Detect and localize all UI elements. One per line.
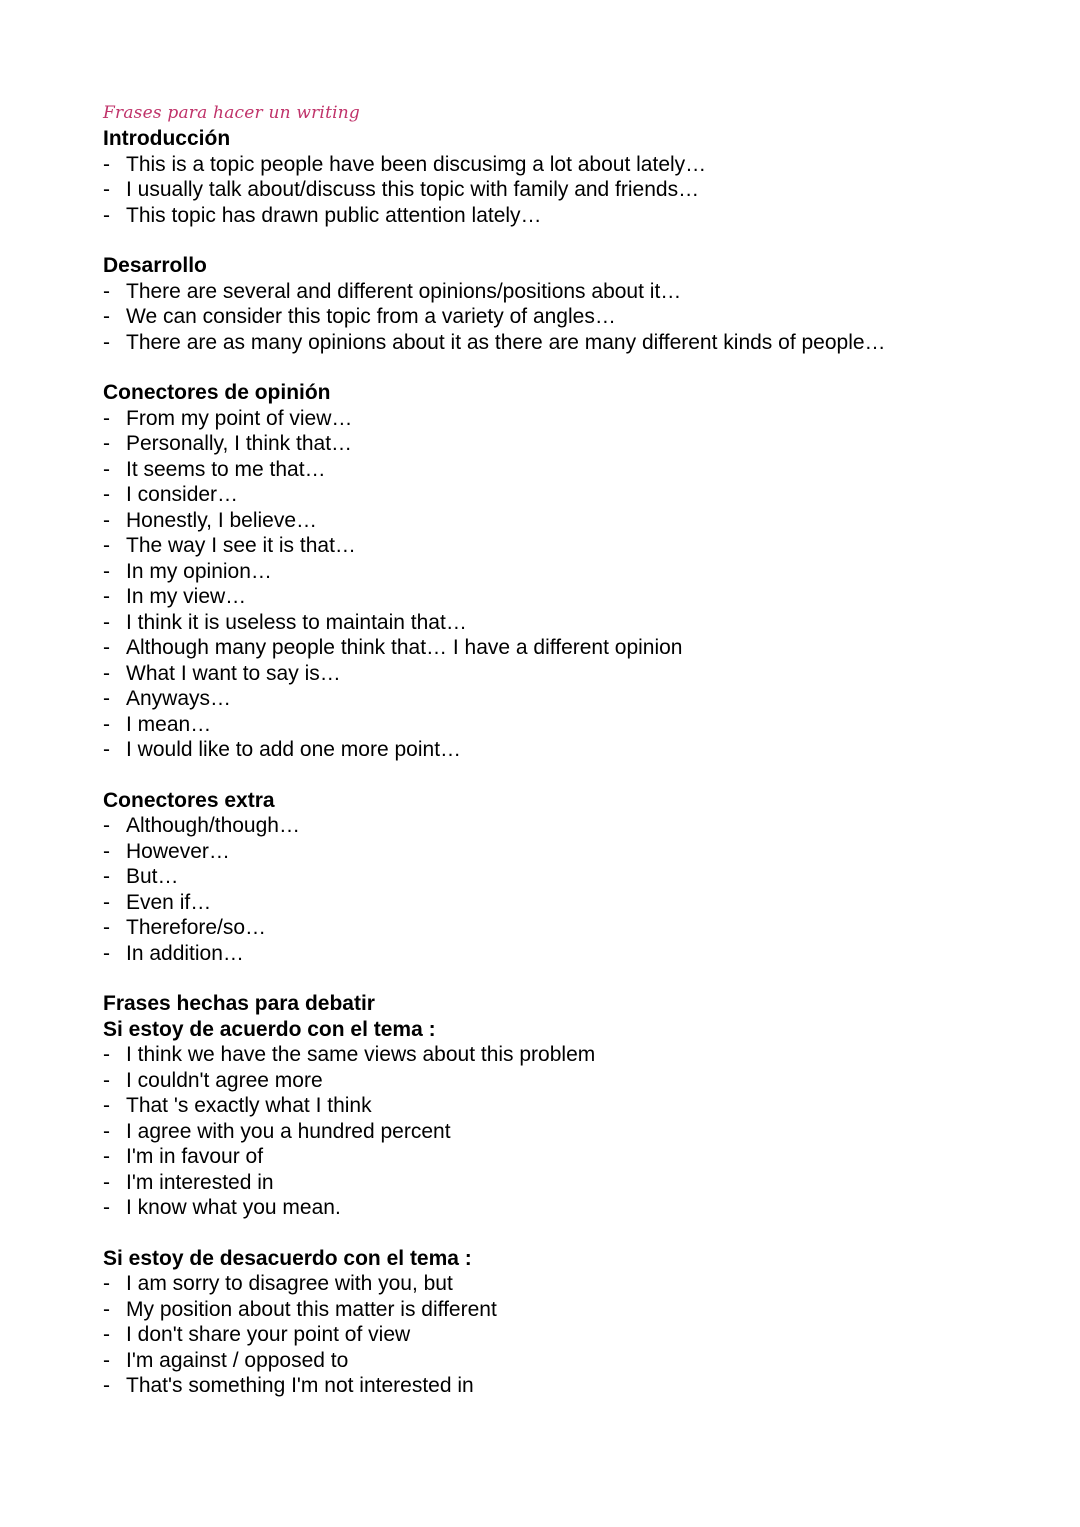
list-item [103,279,1033,305]
list-item-text: However… [126,839,230,863]
list-item [103,712,1033,738]
bullet-list [103,1042,1033,1221]
dash-bullet-icon: - [103,839,110,863]
section [103,253,1033,355]
list-item-text: Anyways… [126,687,232,710]
dash-bullet-icon: - [103,661,110,685]
dash-bullet-icon: - [103,1297,110,1321]
list-item-text: That 's exactly what I think [126,1094,372,1117]
list-item [103,1093,1033,1119]
list-item-text: I don't share your point of view [126,1323,411,1346]
section-heading: Conectores extra [103,788,275,812]
list-item [103,152,1033,178]
dash-bullet-icon: - [103,305,110,328]
dash-bullet-icon: - [103,1043,110,1066]
list-item [103,431,1033,457]
list-item [103,559,1033,585]
list-item [103,839,1033,865]
dash-bullet-icon: - [103,941,110,965]
dash-bullet-icon: - [103,712,110,736]
list-item [103,686,1033,712]
list-item-text: I'm in favour of [126,1145,264,1168]
dash-bullet-icon: - [103,483,110,506]
section [103,991,1033,1221]
dash-bullet-icon: - [103,1145,110,1168]
list-item [103,635,1033,661]
list-item-text: My position about this matter is different [126,1297,497,1321]
list-item [103,304,1033,330]
dash-bullet-icon: - [103,559,110,583]
dash-bullet-icon: - [103,406,110,430]
list-item [103,457,1033,483]
list-item-text: Therefore/so… [126,916,267,939]
dash-bullet-icon: - [103,738,110,761]
list-item-text: In my view… [126,585,247,608]
dash-bullet-icon: - [103,916,110,939]
dash-bullet-icon: - [103,457,110,481]
dash-bullet-icon: - [103,1170,110,1194]
list-item-text: This is a topic people have been discusimg a lot about lately… [126,152,707,176]
list-item [103,1297,1033,1323]
list-item [103,1195,1033,1221]
dash-bullet-icon: - [103,508,110,532]
list-item-text: That's something I'm not interested in [126,1374,474,1397]
list-item-text: What I want to say is… [126,661,341,685]
list-item [103,941,1033,967]
list-item [103,890,1033,916]
list-item [103,1322,1033,1348]
list-item-text: It seems to me that… [126,457,326,481]
list-item-text: There are as many opinions about it as there are many different kinds of people… [126,330,886,354]
list-item-text: I couldn't agree more [126,1068,323,1092]
list-item-text: Although/though… [126,814,300,837]
list-item-text: I would like to add one more point… [126,738,462,761]
document-title: Frases para hacer un writing [103,103,360,123]
list-item [103,1373,1033,1399]
bullet-list [103,406,1033,763]
list-item-text: I think we have the same views about this problem [126,1043,596,1066]
section-heading: Desarrollo [103,254,207,277]
list-item-text: I am sorry to disagree with you, but [126,1272,453,1295]
list-item-text: Even if… [126,890,212,914]
dash-bullet-icon: - [103,636,110,659]
dash-bullet-icon: - [103,890,110,914]
document-page [103,100,1033,1399]
list-item [103,584,1033,610]
list-item-text: I'm interested in [126,1170,274,1194]
bullet-list [103,1271,1033,1399]
dash-bullet-icon: - [103,1323,110,1346]
list-item [103,177,1033,203]
dash-bullet-icon: - [103,1374,110,1397]
dash-bullet-icon: - [103,279,110,303]
dash-bullet-icon: - [103,534,110,557]
dash-bullet-icon: - [103,1348,110,1372]
dash-bullet-icon: - [103,1196,110,1219]
section-heading: Si estoy de acuerdo con el tema : [103,1017,436,1041]
dash-bullet-icon: - [103,1094,110,1117]
dash-bullet-icon: - [103,432,110,455]
list-item [103,533,1033,559]
list-item [103,482,1033,508]
list-item [103,203,1033,229]
dash-bullet-icon: - [103,178,110,201]
list-item-text: But… [126,865,179,888]
list-item-text: Although many people think that… I have a different opinion [126,636,683,659]
list-item-text: I think it is useless to maintain that… [126,610,467,634]
list-item [103,330,1033,356]
list-item-text: I agree with you a hundred percent [126,1119,451,1143]
list-item-text: I'm against / opposed to [126,1348,349,1372]
section [103,380,1033,763]
dash-bullet-icon: - [103,610,110,634]
dash-bullet-icon: - [103,865,110,888]
sections-container [103,126,1033,1399]
list-item [103,1271,1033,1297]
list-item [103,1068,1033,1094]
section-heading: Conectores de opinión [103,381,331,404]
list-item-text: In my opinion… [126,559,272,583]
list-item-text: The way I see it is that… [126,534,356,557]
dash-bullet-icon: - [103,330,110,354]
section [103,1246,1033,1399]
list-item [103,864,1033,890]
list-item-text: We can consider this topic from a variety of angles… [126,305,616,328]
list-item [103,1042,1033,1068]
list-item [103,813,1033,839]
list-item [103,1144,1033,1170]
list-item [103,1170,1033,1196]
list-item-text: I usually talk about/discuss this topic with family and friends… [126,178,700,201]
dash-bullet-icon: - [103,1119,110,1143]
section-heading: Introducción [103,127,231,150]
list-item-text: In addition… [126,941,244,965]
list-item-text: Personally, I think that… [126,432,353,455]
list-item [103,508,1033,534]
list-item [103,1119,1033,1145]
list-item-text: I know what you mean. [126,1196,341,1219]
list-item-text: This topic has drawn public attention lately… [126,203,542,227]
list-item-text: I consider… [126,483,239,506]
section [103,126,1033,228]
section-heading: Frases hechas para debatir [103,992,375,1015]
section [103,788,1033,967]
list-item [103,661,1033,687]
bullet-list [103,279,1033,356]
list-item [103,915,1033,941]
list-item [103,737,1033,763]
dash-bullet-icon: - [103,152,110,176]
dash-bullet-icon: - [103,203,110,227]
list-item [103,406,1033,432]
section-heading: Si estoy de desacuerdo con el tema : [103,1246,472,1270]
bullet-list [103,152,1033,229]
dash-bullet-icon: - [103,687,110,710]
list-item [103,610,1033,636]
dash-bullet-icon: - [103,1272,110,1295]
list-item-text: There are several and different opinions/positions about it… [126,279,682,303]
dash-bullet-icon: - [103,814,110,837]
dash-bullet-icon: - [103,585,110,608]
list-item-text: I mean… [126,712,212,736]
dash-bullet-icon: - [103,1068,110,1092]
bullet-list [103,813,1033,966]
list-item-text: Honestly, I believe… [126,508,318,532]
list-item [103,1348,1033,1374]
list-item-text: From my point of view… [126,406,353,430]
